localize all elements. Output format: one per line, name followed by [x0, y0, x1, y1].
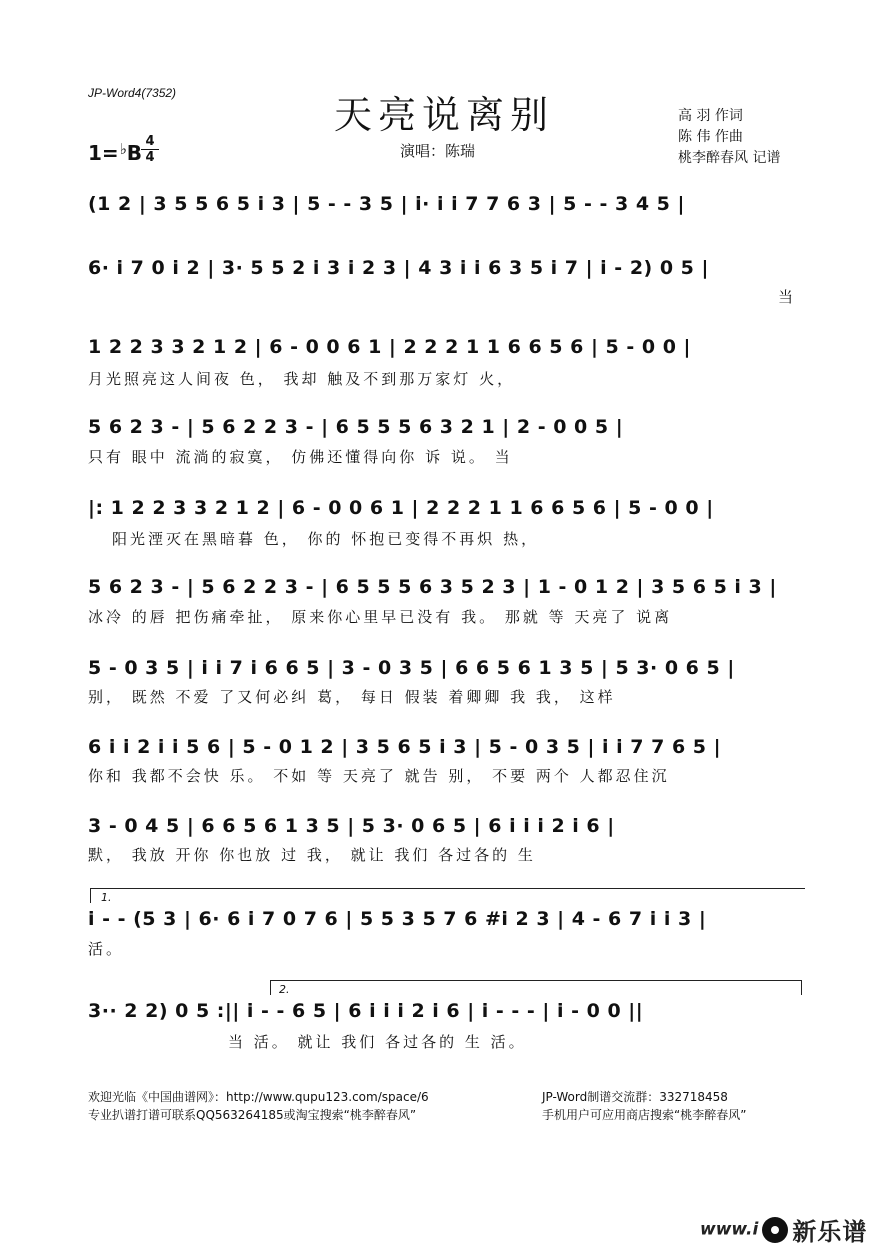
lyric-line-10: 当 活。 就让 我们 各过各的 生 活。	[228, 1033, 527, 1051]
score-line-6: 5 6 2 3 - | 5 6 2 2 3 - | 6 5 5 5 6 3 5 2 3 | 1 - 0 1 2 | 3 5 6 5 i 3 |	[88, 576, 777, 598]
key-note: B	[126, 141, 143, 165]
singer-label: 演唱：陈瑞	[400, 142, 476, 160]
transcriber-credit: 桃李醉春风 记谱	[678, 150, 781, 166]
lyric-line-6: 别， 既然 不爱 了又何必纠 葛， 每日 假装 着卿卿 我 我， 这样	[88, 688, 616, 706]
lyric-line-1: 当	[778, 288, 797, 306]
score-line-8: 6 i i 2 i i 5 6 | 5 - 0 1 2 | 3 5 6 5 i 3 | 5 - 0 3 5 | i i 7 7 6 5 |	[88, 736, 722, 758]
score-line-9: 3 - 0 4 5 | 6 6 5 6 1 3 5 | 5 3· 0 6 5 | 6 i i i 2 i 6 |	[88, 815, 615, 837]
time-signature	[141, 135, 159, 164]
second-ending-bracket	[270, 980, 802, 995]
footer-website: 欢迎光临《中国曲谱网》：http://www.qupu123.com/space/6	[88, 1090, 429, 1104]
score-line-10: i - - (5 3 | 6· 6 i 7 0 7 6 | 5 5 3 5 7 6 #i 2 3 | 4 - 6 7 i i 3 |	[88, 908, 707, 930]
lyric-line-5: 冰冷 的唇 把伤痛牵扯， 原来你心里早已没有 我。 那就 等 天亮了 说离	[88, 608, 673, 626]
watermark-url: www.i	[700, 1219, 759, 1240]
credits	[678, 106, 780, 169]
watermark	[700, 1212, 867, 1247]
first-ending-label: 1.	[101, 891, 112, 904]
first-ending-bracket	[90, 888, 805, 903]
score-line-4: 5 6 2 3 - | 5 6 2 2 3 - | 6 5 5 5 6 3 2 1 | 2 - 0 0 5 |	[88, 416, 624, 438]
source-label: JP-Word4(7352)	[88, 86, 177, 100]
lyric-line-8: 默， 我放 开你 你也放 过 我， 就让 我们 各过各的 生	[88, 846, 536, 864]
footer-app: 手机用户可应用商店搜索“桃李醉春风”	[542, 1108, 747, 1122]
key-label: 1=	[88, 141, 119, 165]
footer-contact: 专业扒谱打谱可联系QQ563264185或淘宝搜索“桃李醉春风”	[88, 1108, 417, 1122]
key-signature	[88, 140, 142, 165]
composer-credit: 陈 伟 作曲	[678, 129, 743, 145]
lyric-line-4: 阳光湮灭在黑暗暮 色， 你的 怀抱已变得不再炽 热，	[112, 530, 540, 548]
score-line-7: 5 - 0 3 5 | i i 7 i 6 6 5 | 3 - 0 3 5 | 6 6 5 6 1 3 5 | 5 3· 0 6 5 |	[88, 657, 735, 679]
score-line-2: 6· i 7 0 i 2 | 3· 5 5 2 i 3 i 2 3 | 4 3 i i 6 3 5 i 7 | i - 2) 0 5 |	[88, 257, 709, 279]
score-line-3: 1 2 2 3 3 2 1 2 | 6 - 0 0 6 1 | 2 2 2 1 1 6 6 5 6 | 5 - 0 0 |	[88, 336, 691, 358]
lyric-line-2: 月光照亮这人间夜 色， 我却 触及不到那万家灯 火，	[88, 370, 516, 388]
song-title: 天亮说离别	[333, 93, 554, 137]
score-line-11: 3·· 2 2) 0 5 :|| i - - 6 5 | 6 i i i 2 i 6 | i - - - | i - 0 0 ||	[88, 1000, 644, 1022]
watermark-brand: 新乐谱	[792, 1218, 868, 1246]
time-top: 4	[145, 134, 155, 149]
time-bottom: 4	[145, 150, 155, 165]
lyric-line-9: 活。	[88, 940, 125, 958]
score-line-1: (1 2 | 3 5 5 6 5 i 3 | 5 - - 3 5 | i· i i 7 7 6 3 | 5 - - 3 4 5 |	[88, 193, 685, 215]
flat-icon: ♭	[119, 140, 127, 158]
lyric-line-3: 只有 眼中 流淌的寂寞， 仿佛还懂得向你 诉 说。 当	[88, 448, 513, 466]
score-line-5: |: 1 2 2 3 3 2 1 2 | 6 - 0 0 6 1 | 2 2 2 1 1 6 6 5 6 | 5 - 0 0 |	[88, 497, 714, 519]
lyric-line-7: 你和 我都不会快 乐。 不如 等 天亮了 就告 别， 不要 两个 人都忍住沉	[88, 767, 670, 785]
lyricist-credit: 高 羽 作词	[678, 108, 743, 124]
second-ending-label: 2.	[279, 983, 290, 996]
footer-group: JP-Word制谱交流群：332718458	[542, 1090, 728, 1104]
logo-icon	[762, 1217, 788, 1243]
